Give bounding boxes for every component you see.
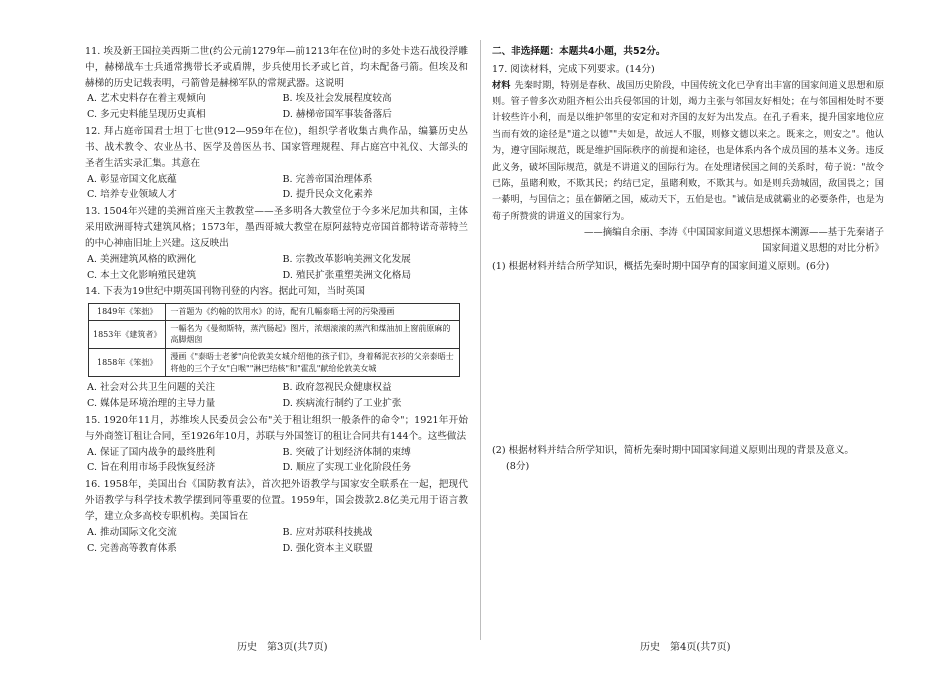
table-row	[89, 349, 460, 377]
table-row	[89, 304, 460, 321]
option-c: C. 本土文化影响殖民建筑	[87, 269, 197, 281]
question-stem: 15. 1920年11月，苏维埃人民委员会公布"关于租让组织一般条件的命令"；1921年开始与外商签订租让合同，至1926年10月，苏联与外国签订的租让合同共有144个。这些做法	[85, 414, 468, 442]
option-d: D. 提升民众文化素养	[282, 189, 373, 201]
table-cell-content: 一幅名为《曼彻斯特，蒸汽肠起》图片，浓烟滚滚的蒸汽和煤油加上窗前原麻的高脚烟囱	[166, 320, 460, 348]
question-17-title: 17. 阅读材料，完成下列要求。(14分)	[492, 63, 655, 75]
table-cell-year: 1853年《建筑者》	[89, 320, 166, 348]
option-list	[85, 525, 468, 557]
question-16	[85, 477, 468, 556]
option-c: C. 培养专业领域人才	[87, 189, 177, 201]
source-line: 国家间道义思想的对比分析》	[762, 243, 884, 255]
option-c: C. 旨在利用市场手段恢复经济	[87, 462, 216, 474]
page-footer-right: 历史 第4页(共7页)	[640, 642, 731, 653]
table-row	[89, 320, 460, 348]
question-stem: 13. 1504年兴建的美洲首座天主教教堂——圣多明各大教堂位于今多米尼加共和国，主体采用欧洲哥特式建筑风格；1573年，墨西哥城大教堂在原阿兹特克帝国首都特诺奇蒂特兰的中心神庙旧址上兴建。这反映出	[85, 206, 468, 249]
sub-question-2	[492, 443, 884, 475]
option-list	[85, 445, 468, 477]
option-a: A. 艺术史料存在着主观倾向	[87, 93, 206, 105]
question-stem: 12. 拜占庭帝国君士坦丁七世(912—959年在位)，组织学者收集古典作品，编纂历史丛书、战术教令、农业丛书、医学及兽医丛书、国家管理规程、拜占庭宫中礼仪、大部头的圣者生活实录汇集。其意在	[85, 126, 468, 169]
option-b: B. 突破了计划经济体制的束缚	[282, 446, 411, 458]
right-page	[492, 44, 885, 472]
option-list	[85, 380, 468, 412]
option-c: C. 媒体是环境治理的主导力量	[87, 398, 216, 410]
question-13	[85, 204, 468, 283]
table-cell-content: 漫画《"泰晤士老爹"向伦敦美女城介绍他的孩子们》，身着稀泥衣衫的父亲泰晤士将他的三个子女"白喉""淋巴结核"和"霍乱"献给伦敦美女城	[166, 349, 460, 377]
page-footer-left: 历史 第3页(共7页)	[237, 642, 328, 653]
material-block	[492, 78, 884, 225]
option-c: C. 完善高等教育体系	[87, 542, 177, 554]
page-divider	[480, 40, 481, 640]
material-label: 材料	[492, 79, 511, 91]
table-cell-year: 1849年《笨拙》	[89, 304, 166, 321]
sub-question-score: (8分)	[506, 460, 530, 472]
option-b: B. 完善帝国治理体系	[282, 173, 373, 185]
question-12	[85, 124, 468, 203]
option-a: A. 美洲建筑风格的欧洲化	[87, 253, 196, 265]
table-cell-content: 一首题为《约翰的饮用水》的诗，配有几幅泰晤士河的污染漫画	[166, 304, 460, 321]
option-b: B. 埃及社会发展程度较高	[282, 93, 392, 105]
question-stem: 14. 下表为19世纪中期英国刊物刊登的内容。据此可知，当时英国	[85, 286, 365, 298]
option-a: A. 社会对公共卫生问题的关注	[87, 382, 216, 394]
option-b: B. 应对苏联科技挑战	[282, 526, 373, 538]
source-line: ——摘编自余丽、李涛《中国国家间道义思想探本溯源——基于先秦诸子	[583, 227, 884, 239]
section-title: 二、非选择题：本题共4小题，共52分。	[492, 46, 666, 57]
option-c: C. 多元史料能呈现历史真相	[87, 109, 206, 121]
option-d: D. 赫梯帝国军事装备落后	[282, 109, 392, 121]
option-d: D. 强化资本主义联盟	[282, 542, 373, 554]
option-a: A. 保证了国内战争的最终胜利	[87, 446, 216, 458]
question-15	[85, 413, 468, 476]
periodical-table	[88, 303, 460, 377]
option-list	[85, 252, 468, 284]
option-a: A. 彰显帝国文化底蕴	[87, 173, 177, 185]
left-page	[85, 44, 468, 557]
question-11	[85, 44, 468, 123]
option-d: D. 疾病流行制约了工业扩张	[282, 398, 402, 410]
question-stem: 16. 1958年，美国出台《国防教育法》，首次把外语教学与国家安全联系在一起，把现代外语教学与科学技术教学摆到同等重要的位置。1959年，国会拨款2.8亿美元用于语言教学，建立众多高校专职机构。美国旨在	[85, 479, 468, 522]
sub-question-1: (1) 根据材料并结合所学知识，概括先秦时期中国孕育的国家间道义原则。(6分)	[492, 261, 830, 272]
question-14	[85, 284, 468, 411]
option-list	[85, 91, 468, 123]
question-stem: 11. 埃及新王国拉美西斯二世(约公元前1279年—前1213年在位)时的多处卡迭石战役浮雕中，赫梯战车士兵通常携带长矛或盾牌，步兵使用长矛或匕首，均未配备弓箭。但埃及和赫梯的历史记载表明，弓箭曾是赫梯军队的常规武器。这说明	[85, 46, 468, 89]
option-a: A. 推动国际文化交流	[87, 526, 177, 538]
sub-question-text: (2) 根据材料并结合所学知识，简析先秦时期中国国家间道义原则出现的背景及意义。	[492, 445, 855, 456]
option-b: B. 政府忽视民众健康权益	[282, 382, 392, 394]
option-d: D. 殖民扩张重塑美洲文化格局	[282, 269, 412, 281]
option-b: B. 宗教改革影响美洲文化发展	[282, 253, 411, 265]
source-citation	[492, 225, 884, 257]
material-text: 先秦时期，特别是春秋、战国历史阶段，中国传统文化已孕育出丰富的国家间道义思想和原则。管子曾多次劝阻齐桓公出兵侵邻国的计划，竭力主张与邻国友好相处；在与邻国相处时不要计较些许小利，而是以维护邻里的安定和对齐国的友好为出发点。在孔子看来，提升国家地位应当而有效的途径是"道之以德""夫如是，故远人不服，则修文德以来之。既来之，则安之"。他认为，遵守国际规范，既是维护国际秩序的前提和途径，也是体系内各个成员国的基本义务。违反此义务，破坏国际规范，就是不讲道义的国际行为。在处理诸侯国之间的关系时，荀子说："故令已陈，虽睹利败，不欺其民；约结已定，虽睹利败，不欺其与。如是则兵劲城固，敌国畏之；国一綦明，与国信之；虽在僻陋之国，威动天下，五伯是也。"诚信是成就霸业的必要条件，也是为荀子所赞赏的讲道义的国家行为。	[492, 79, 885, 222]
option-d: D. 顺应了实现工业化阶段任务	[282, 462, 412, 474]
option-list	[85, 172, 468, 204]
table-cell-year: 1858年《笨拙》	[89, 349, 166, 377]
